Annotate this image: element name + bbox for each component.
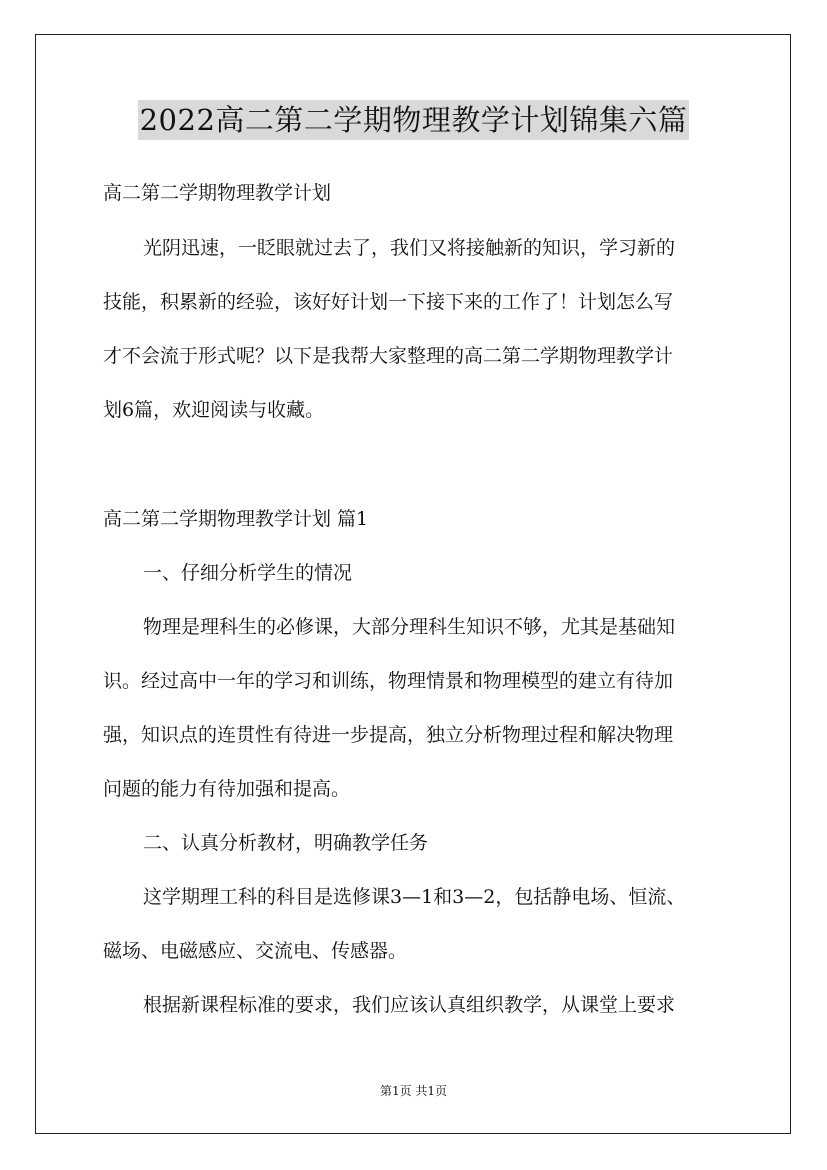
paragraph-line: 物理是理科生的必修课，大部分理科生知识不够，尤其是基础知 xyxy=(143,616,676,638)
document-title: 2022高二第二学期物理教学计划锦集六篇 xyxy=(138,100,690,140)
paragraph-line: 才不会流于形式呢？以下是我帮大家整理的高二第二学期物理教学计 xyxy=(103,345,674,367)
paragraph-line: 根据新课程标准的要求，我们应该认真组织教学，从课堂上要求 xyxy=(143,994,676,1016)
paragraph-line: 强，知识点的连贯性有待进一步提高，独立分析物理过程和解决物理 xyxy=(103,724,674,746)
page-footer: 第1页 共1页 xyxy=(379,1084,448,1098)
paragraph-line: 技能，积累新的经验，该好好计划一下接下来的工作了！计划怎么写 xyxy=(103,291,674,313)
subsection-heading: 一、仔细分析学生的情况 xyxy=(143,562,353,584)
paragraph-line: 光阴迅速，一眨眼就过去了，我们又将接触新的知识，学习新的 xyxy=(143,237,676,259)
paragraph-line: 划6篇，欢迎阅读与收藏。 xyxy=(103,399,325,421)
paragraph-line: 磁场、电磁感应、交流电、传感器。 xyxy=(103,940,408,962)
subsection-heading: 二、认真分析教材，明确教学任务 xyxy=(143,832,429,854)
paragraph-line: 识。经过高中一年的学习和训练，物理情景和物理模型的建立有待加 xyxy=(103,670,674,692)
section-heading: 高二第二学期物理教学计划 篇1 xyxy=(103,508,369,530)
heading-intro: 高二第二学期物理教学计划 xyxy=(103,182,332,204)
paragraph-line: 问题的能力有待加强和提高。 xyxy=(103,778,351,800)
paragraph-line: 这学期理工科的科目是选修课3—1和3—2，包括静电场、恒流、 xyxy=(143,886,686,908)
